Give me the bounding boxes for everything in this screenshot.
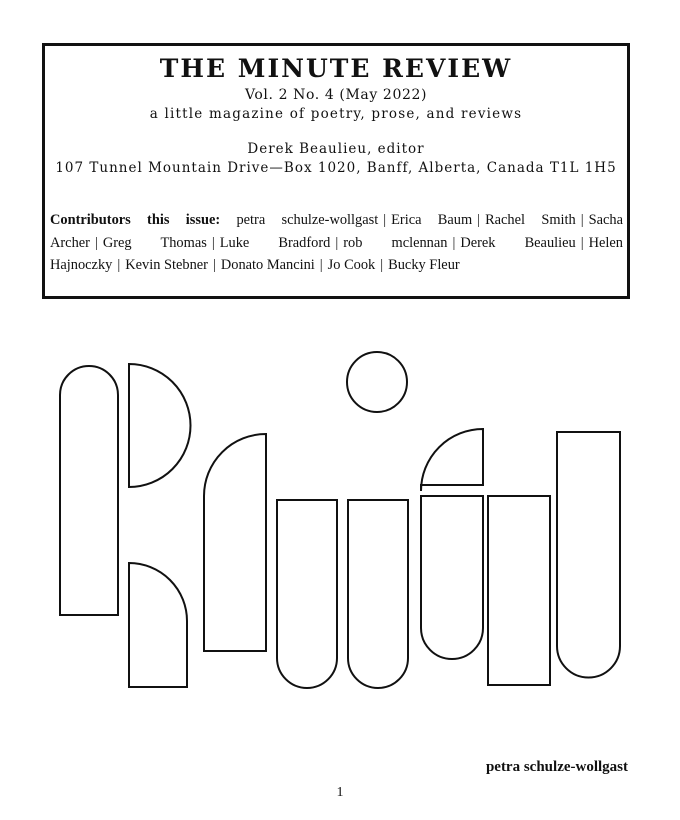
poem-shape-quarter-bar [129, 563, 187, 687]
poem-shape-u-right [348, 500, 408, 688]
address-line: 107 Tunnel Mountain Drive—Box 1020, Banff, Alberta, Canada T1L 1H5 [55, 160, 617, 176]
separator: | [580, 212, 584, 228]
poem-shape-arch-column [204, 434, 266, 651]
separator: | [212, 257, 216, 273]
issue-volume: Vol. 2 No. 4 (May 2022) [244, 87, 428, 103]
poem-shape-tall-bar [60, 366, 118, 615]
contributor-name: Sacha Archer [50, 212, 623, 251]
poem-shape-dot [347, 352, 407, 412]
contributor-name: Luke Bradford [219, 234, 331, 251]
contributor-name: Kevin Stebner [125, 257, 208, 273]
contributor-name: Erica Baum [391, 212, 473, 228]
contributor-name: rob mclennan [343, 234, 448, 251]
poem-shape-u-left [277, 500, 337, 688]
poem-shape-half-disc [129, 364, 191, 487]
separator: | [383, 212, 387, 228]
poem-shape-d-column [421, 496, 483, 659]
artwork-credit: petra schulze-wollgast [485, 759, 628, 775]
contributor-name: Donato Mancini [220, 257, 315, 273]
separator: | [94, 234, 98, 251]
poem-shape-long-column [557, 432, 620, 678]
contributor-name: Derek Beaulieu [460, 234, 576, 251]
contributor-name: Rachel Smith [485, 212, 576, 228]
editor-line: Derek Beaulieu, editor [247, 141, 425, 157]
magazine-title: THE MINUTE REVIEW [159, 54, 513, 83]
poem-shape-rect-column [488, 496, 550, 685]
separator: | [319, 257, 323, 273]
separator: | [580, 234, 584, 251]
contributors-label: Contributors this issue: [50, 212, 221, 228]
separator: | [211, 234, 215, 251]
separator: | [335, 234, 339, 251]
contributor-name: Bucky Fleur [388, 257, 460, 273]
magazine-tagline: a little magazine of poetry, prose, and reviews [149, 106, 523, 122]
contributor-name: Jo Cook [327, 257, 376, 273]
page-number: 1 [336, 785, 344, 800]
separator: | [452, 234, 456, 251]
contributor-name: Helen Hajnoczky [50, 234, 623, 273]
contributor-name: petra schulze-wollgast [236, 212, 379, 228]
separator: | [477, 212, 481, 228]
contributor-name: Greg Thomas [102, 234, 207, 251]
separator: | [380, 257, 384, 273]
poem-shape-d-arch [421, 429, 483, 491]
separator: | [117, 257, 121, 273]
